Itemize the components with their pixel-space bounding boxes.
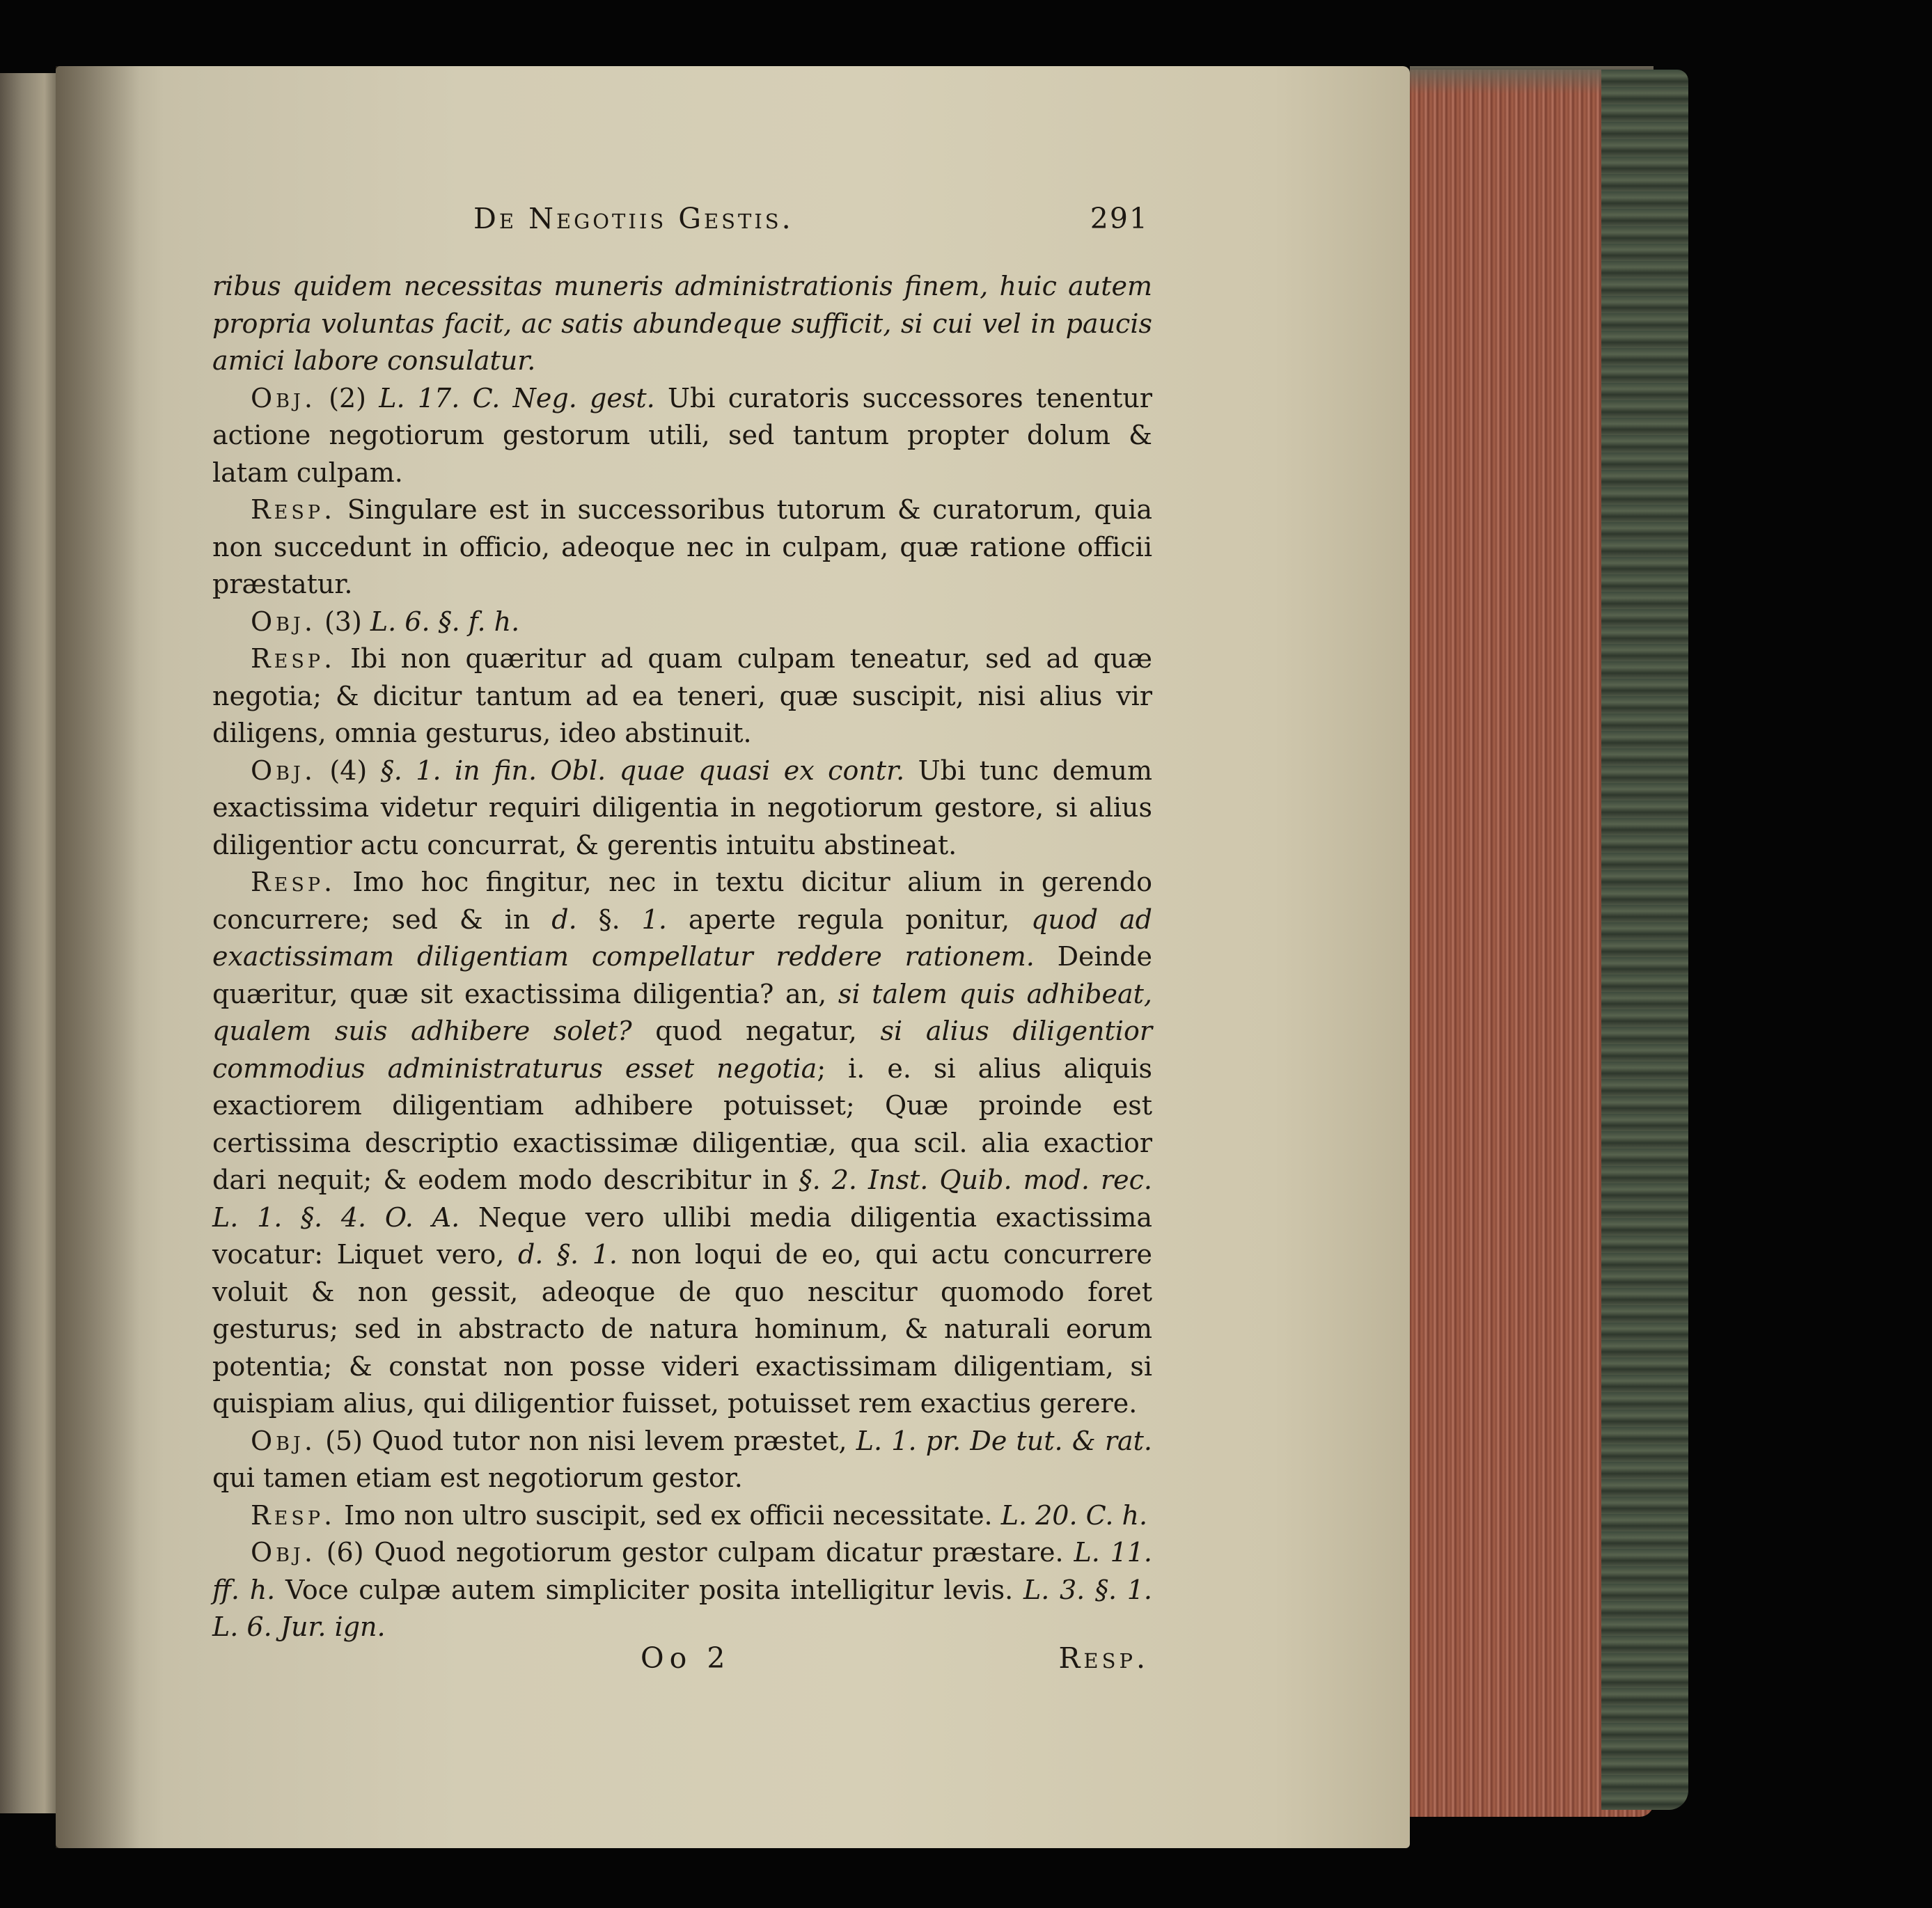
- text-run: Imo non ultro suscipit, sed ex officii necessitate.: [336, 1499, 1001, 1531]
- text-run: qui tamen etiam est negotiorum gestor.: [212, 1462, 743, 1493]
- book-cover-edge: [1601, 70, 1688, 1810]
- text-run: non loqui de eo, qui actu concurrere voluit & non gessit, adeoque de quo nescitur quomodo foret gesturus; sed in abstracto de natura hominum, & naturali eorum potentia; & constat non posse videri exactissimam diligentiam, si quispiam alius, qui diligentior fuisset, potuisset rem exactius gerere.: [212, 1239, 1152, 1419]
- running-header: [473, 202, 1149, 244]
- text-run: (2): [315, 382, 379, 413]
- paragraph-label: Resp.: [251, 643, 336, 674]
- text-run: quod negatur,: [631, 1016, 881, 1046]
- text-run: Ibi non quæritur ad quam culpam teneatur, sed ad quæ negotia; & dicitur tantum ad ea teneri, quæ suscipit, nisi alius vir diligens, omnia gesturus, ideo abstinuit.: [212, 643, 1152, 748]
- text-run: (3): [315, 606, 370, 637]
- paragraph: [212, 268, 1152, 380]
- text-run: (5) Quod tutor non nisi levem præstet,: [315, 1425, 856, 1456]
- paragraph-label: Resp.: [251, 867, 336, 897]
- catchword: Resp.: [1058, 1641, 1149, 1675]
- paragraph: [212, 1423, 1152, 1497]
- running-title: De Negotiis Gestis.: [473, 202, 794, 235]
- text-run: aperte regula ponitur,: [666, 904, 1032, 935]
- paragraph-label: Obj.: [251, 382, 316, 413]
- paragraph: [212, 640, 1152, 752]
- italic-text: L. 6. §. f. h.: [370, 606, 520, 637]
- italic-text: L. 17. C. Neg. gest.: [379, 382, 655, 413]
- text-run: (4): [315, 755, 381, 786]
- italic-text: L. 3. §. 1. L. 6. Jur. ign.: [212, 1574, 1152, 1642]
- paragraph-label: Obj.: [251, 755, 316, 786]
- page-footer: [641, 1641, 1149, 1683]
- paragraph: [212, 380, 1152, 492]
- text-run: Ubi curatoris successores tenentur actione negotiorum gestorum utili, sed tantum propter dolum & latam culpam.: [212, 382, 1153, 488]
- paragraph-label: Obj.: [251, 1537, 316, 1568]
- italic-text: d. §. 1.: [517, 1239, 618, 1270]
- paragraph: [212, 604, 1152, 641]
- text-run: Deinde quæritur, quæ sit exactissima diligentia? an,: [212, 941, 1152, 1009]
- text-run: Imo hoc fingitur, nec in textu dicitur alium in gerendo concurrere; sed & in: [212, 867, 1152, 935]
- paragraph: [212, 752, 1152, 865]
- italic-text: si talem quis adhibeat, qualem suis adhibere solet?: [212, 978, 1152, 1046]
- paragraph: [212, 1497, 1152, 1535]
- italic-text: §. 1. in fin. Obl. quae quasi ex contr.: [380, 755, 905, 786]
- paragraph-label: Obj.: [251, 1425, 316, 1456]
- text-run: Ubi tunc demum exactissima videtur requiri diligentia in negotiorum gestore, si alius diligentior actu concurrat, & gerentis intuitu abstineat.: [212, 755, 1152, 860]
- gutter-shadow: [56, 66, 139, 1848]
- text-run: (6) Quod negotiorum gestor culpam dicatur præstare.: [315, 1537, 1074, 1568]
- text-run: Singulare est in successoribus tutorum & curatorum, quia non succedunt in officio, adeoque nec in culpam, quæ ratione officii præstatur.: [212, 494, 1152, 599]
- text-run: §.: [576, 904, 642, 935]
- italic-text: quod ad exactissimam diligentiam compellatur reddere rationem.: [212, 904, 1153, 972]
- italic-text: ribus quidem necessitas muneris administrationis finem, huic autem propria voluntas facit, ac satis abundeque sufficit, si cui vel in paucis amici labore consulatur.: [212, 271, 1152, 376]
- italic-text: L. 20. C. h.: [1000, 1499, 1148, 1531]
- facing-page-edge: [0, 73, 56, 1813]
- paragraph: [212, 491, 1152, 604]
- italic-text: 1.: [641, 904, 667, 935]
- italic-text: L. 1. pr. De tut. & rat.: [856, 1425, 1153, 1456]
- text-run: Neque vero ullibi media diligentia exactissima vocatur: Liquet vero,: [212, 1201, 1153, 1270]
- paragraph-label: Resp.: [251, 494, 336, 525]
- paragraph-label: Resp.: [251, 1499, 336, 1531]
- signature-mark: Oo 2: [641, 1641, 731, 1675]
- text-run: ; i. e. si alius aliquis exactiorem diligentiam adhibere potuisset; Quæ proinde est certissima descriptio exactissimæ diligentiæ, qua scil. alia exactior dari nequit; & eodem modo describitur in: [212, 1052, 1152, 1195]
- paragraph: [212, 864, 1152, 1423]
- italic-text: si alius diligentior commodius administraturus esset negotia: [212, 1016, 1152, 1084]
- page-number: 291: [1090, 202, 1149, 235]
- body-text: [212, 268, 1152, 1646]
- paragraph-label: Obj.: [251, 606, 316, 637]
- paragraph: [212, 1534, 1152, 1646]
- italic-text: d.: [551, 904, 577, 935]
- text-run: Voce culpæ autem simpliciter posita intelligitur levis.: [275, 1574, 1023, 1605]
- italic-text: L. 11. ff. h.: [212, 1537, 1153, 1605]
- italic-text: §. 2. Inst. Quib. mod. rec. L. 1. §. 4. O. A.: [212, 1165, 1152, 1233]
